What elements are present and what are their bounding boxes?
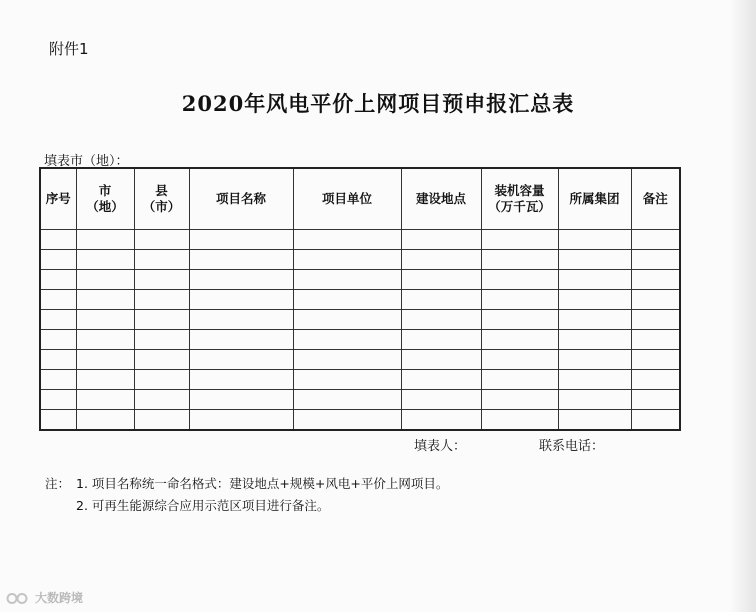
- table-row: [40, 250, 680, 270]
- header-line: 装机容量: [494, 183, 545, 198]
- table-cell[interactable]: [40, 410, 76, 431]
- header-row: [40, 168, 680, 230]
- table-cell[interactable]: [189, 410, 293, 431]
- table-cell[interactable]: [293, 410, 401, 431]
- table-cell[interactable]: [401, 230, 481, 250]
- table-cell[interactable]: [481, 290, 558, 310]
- table-cell[interactable]: [631, 230, 680, 250]
- table-cell[interactable]: [401, 330, 481, 350]
- table-row: [40, 350, 680, 370]
- header-line: 备注: [642, 191, 668, 206]
- table-cell[interactable]: [189, 290, 293, 310]
- table-cell[interactable]: [481, 270, 558, 290]
- table-cell[interactable]: [189, 250, 293, 270]
- header-line: 项目单位: [321, 191, 372, 206]
- table-row: [40, 390, 680, 410]
- header-cell-seq: [40, 168, 76, 230]
- table-cell[interactable]: [134, 370, 189, 390]
- table-cell[interactable]: [293, 230, 401, 250]
- table-cell[interactable]: [134, 310, 189, 330]
- table-cell[interactable]: [76, 270, 134, 290]
- watermark-text: 大数跨境: [35, 591, 84, 605]
- table-cell[interactable]: [293, 310, 401, 330]
- table-cell[interactable]: [401, 390, 481, 410]
- table-cell[interactable]: [481, 330, 558, 350]
- table-cell[interactable]: [293, 250, 401, 270]
- table-cell[interactable]: [40, 290, 76, 310]
- header-line: 序号: [45, 191, 71, 206]
- table-cell[interactable]: [558, 230, 631, 250]
- table-cell[interactable]: [558, 290, 631, 310]
- header-line: 县: [155, 183, 168, 198]
- table-cell[interactable]: [134, 270, 189, 290]
- header-line: （市）: [142, 199, 181, 214]
- table-row: [40, 230, 680, 250]
- header-cell-group: [558, 168, 631, 230]
- table-cell[interactable]: [631, 270, 680, 290]
- table-row: [40, 410, 680, 431]
- table-cell[interactable]: [481, 310, 558, 330]
- table-cell[interactable]: [558, 390, 631, 410]
- table-cell[interactable]: [76, 330, 134, 350]
- table-cell[interactable]: [189, 230, 293, 250]
- table-cell[interactable]: [76, 290, 134, 310]
- header-cell-county: [134, 168, 189, 230]
- table-cell[interactable]: [293, 350, 401, 370]
- header-line: 市: [98, 183, 112, 198]
- note-item: 2. 可再生能源综合应用示范区项目进行备注。: [76, 498, 330, 513]
- header-cell-city: [76, 168, 134, 230]
- phone-label: 联系电话：: [539, 439, 605, 454]
- table-cell[interactable]: [76, 250, 134, 270]
- table-cell[interactable]: [76, 410, 134, 431]
- header-cell-project-unit: [293, 168, 401, 230]
- header-cell-project-name: [189, 168, 293, 230]
- notes-prefix: 注：: [45, 476, 71, 491]
- table-cell[interactable]: [189, 310, 293, 330]
- table-cell[interactable]: [481, 370, 558, 390]
- table-cell[interactable]: [76, 310, 134, 330]
- header-line: 项目名称: [215, 191, 266, 206]
- table-cell[interactable]: [76, 370, 134, 390]
- table-cell[interactable]: [558, 330, 631, 350]
- table-cell[interactable]: [401, 310, 481, 330]
- table-cell[interactable]: [293, 290, 401, 310]
- logo-icon: [6, 592, 32, 605]
- header-line: （万千瓦）: [488, 199, 551, 214]
- table-cell[interactable]: [558, 370, 631, 390]
- table-cell[interactable]: [631, 290, 680, 310]
- header-cell-location: [401, 168, 481, 230]
- table-cell[interactable]: [558, 270, 631, 290]
- table-cell[interactable]: [481, 250, 558, 270]
- table-cell[interactable]: [401, 410, 481, 431]
- table-cell[interactable]: [40, 230, 76, 250]
- note-item: 1. 项目名称统一命名格式：建设地点+规模+风电+平价上网项目。: [76, 476, 449, 491]
- header-line: 建设地点: [415, 191, 466, 206]
- table-cell[interactable]: [189, 370, 293, 390]
- table-cell[interactable]: [40, 330, 76, 350]
- table-cell[interactable]: [293, 370, 401, 390]
- table-cell[interactable]: [481, 410, 558, 431]
- table-cell[interactable]: [401, 270, 481, 290]
- table-cell[interactable]: [631, 310, 680, 330]
- table-cell[interactable]: [134, 230, 189, 250]
- table-cell[interactable]: [558, 250, 631, 270]
- summary-table: [39, 167, 681, 431]
- table-cell[interactable]: [40, 270, 76, 290]
- document-title: 2020年风电平价上网项目预申报汇总表: [181, 91, 575, 116]
- table-row: [40, 290, 680, 310]
- table-cell[interactable]: [401, 250, 481, 270]
- table-cell[interactable]: [134, 410, 189, 431]
- attachment-label: 附件1: [49, 40, 89, 58]
- table-cell[interactable]: [134, 250, 189, 270]
- table-cell[interactable]: [631, 330, 680, 350]
- table-cell[interactable]: [40, 350, 76, 370]
- table-cell[interactable]: [76, 390, 134, 410]
- table-cell[interactable]: [631, 390, 680, 410]
- table-cell[interactable]: [134, 350, 189, 370]
- table-cell[interactable]: [631, 370, 680, 390]
- table-cell[interactable]: [401, 290, 481, 310]
- header-line: （地）: [86, 199, 124, 214]
- table-cell[interactable]: [481, 230, 558, 250]
- table-cell[interactable]: [134, 390, 189, 410]
- table-cell[interactable]: [40, 250, 76, 270]
- table-cell[interactable]: [189, 350, 293, 370]
- table-cell[interactable]: [40, 390, 76, 410]
- table-cell[interactable]: [189, 270, 293, 290]
- table-row: [40, 270, 680, 290]
- table-cell[interactable]: [134, 330, 189, 350]
- table-cell[interactable]: [631, 410, 680, 431]
- table-cell[interactable]: [558, 410, 631, 431]
- table-cell[interactable]: [558, 310, 631, 330]
- city-label: 填表市（地）：: [44, 154, 129, 169]
- header-cell-remarks: [631, 168, 680, 230]
- table-cell[interactable]: [401, 370, 481, 390]
- table-cell[interactable]: [189, 390, 293, 410]
- table-cell[interactable]: [76, 230, 134, 250]
- header-cell-capacity: [481, 168, 558, 230]
- watermark: [6, 589, 83, 606]
- table-cell[interactable]: [631, 350, 680, 370]
- table-body: [40, 230, 680, 431]
- table-row: [40, 370, 680, 390]
- header-line: 所属集团: [569, 191, 620, 206]
- table-cell[interactable]: [293, 390, 401, 410]
- table-cell[interactable]: [293, 270, 401, 290]
- table-row: [40, 330, 680, 350]
- table-cell[interactable]: [293, 330, 401, 350]
- table-cell[interactable]: [40, 310, 76, 330]
- table-cell[interactable]: [558, 350, 631, 370]
- table-cell[interactable]: [134, 290, 189, 310]
- table-cell[interactable]: [76, 350, 134, 370]
- filler-label: 填表人：: [414, 439, 467, 454]
- table-cell[interactable]: [401, 350, 481, 370]
- table-cell[interactable]: [481, 390, 558, 410]
- table-cell[interactable]: [481, 350, 558, 370]
- table-row: [40, 310, 680, 330]
- table-cell[interactable]: [189, 330, 293, 350]
- table-cell[interactable]: [40, 370, 76, 390]
- table-cell[interactable]: [631, 250, 680, 270]
